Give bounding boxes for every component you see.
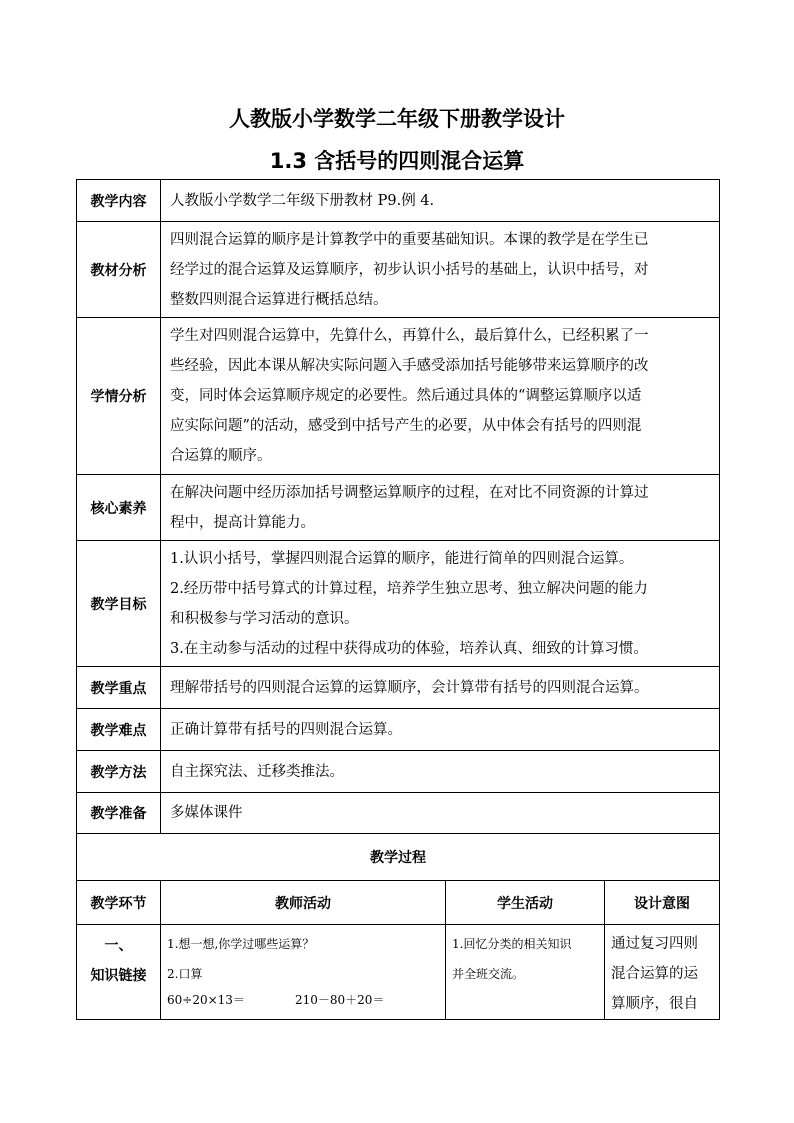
value-textbook-analysis bbox=[161, 222, 720, 318]
row-process-title bbox=[77, 834, 720, 881]
label-key-points: 教学重点 bbox=[77, 667, 161, 709]
step-1-teacher-activity bbox=[161, 925, 446, 1020]
value-teaching-goals bbox=[161, 541, 720, 667]
value-preparation: 多媒体课件 bbox=[161, 793, 720, 834]
label-core-literacy: 核心素养 bbox=[77, 475, 161, 541]
header-student-activity: 学生活动 bbox=[446, 881, 605, 925]
label-teaching-content: 教学内容 bbox=[77, 180, 161, 222]
label-teaching-method: 教学方法 bbox=[77, 751, 161, 793]
label-textbook-analysis: 教材分析 bbox=[77, 222, 161, 318]
step-1-design-intent bbox=[605, 925, 720, 1020]
header-stage: 教学环节 bbox=[77, 881, 161, 925]
text-line: 些经验，因此本课从解决实际问题入手感受添加括号能够带来运算顺序的改 bbox=[170, 358, 649, 374]
text-line: 合运算的顺序。 bbox=[170, 448, 272, 464]
row-textbook-analysis bbox=[77, 222, 720, 318]
step-number: 一、 bbox=[104, 938, 133, 954]
value-core-literacy bbox=[161, 475, 720, 541]
row-key-points bbox=[77, 667, 720, 709]
text-line: 变，同时体会运算顺序规定的必要性。然后通过具体的“调整运算顺序以适 bbox=[170, 388, 642, 404]
row-step-1 bbox=[77, 925, 720, 1020]
text-line: 程中，提高计算能力。 bbox=[170, 514, 315, 531]
value-learner-analysis bbox=[161, 318, 720, 475]
calc-line bbox=[167, 989, 441, 1011]
step-name: 知识链接 bbox=[90, 968, 147, 984]
document-title: 人教版小学数学二年级下册教学设计 bbox=[229, 107, 565, 131]
label-teaching-goals: 教学目标 bbox=[77, 541, 161, 667]
text-line: 3.在主动参与活动的过程中获得成功的体验，培养认真、细致的计算习惯。 bbox=[170, 640, 648, 657]
text-line: 2.经历带中括号算式的计算过程，培养学生独立思考、独立解决问题的能力 bbox=[170, 580, 648, 597]
row-teaching-method bbox=[77, 751, 720, 793]
text-line: 整数四则混合运算进行概括总结。 bbox=[170, 291, 388, 308]
text-line: 2.口算 bbox=[167, 967, 203, 981]
text-line: 混合运算的运 bbox=[611, 966, 698, 982]
text-line: 和积极参与学习活动的意识。 bbox=[170, 610, 359, 627]
text-line: 算顺序，很自 bbox=[611, 996, 698, 1012]
header-design-intent: 设计意图 bbox=[605, 881, 720, 925]
step-1-label bbox=[77, 925, 161, 1020]
calc-expression-1: 60÷20×13＝ bbox=[167, 993, 245, 1007]
text-line: 学生对四则混合运算中，先算什么，再算什么，最后算什么，已经积累了一 bbox=[170, 328, 649, 344]
row-difficulty bbox=[77, 709, 720, 751]
row-learner-analysis bbox=[77, 318, 720, 475]
row-process-headers bbox=[77, 881, 720, 925]
text-line: 四则混合运算的顺序是计算教学中的重要基础知识。本课的教学是在学生已 bbox=[170, 231, 649, 248]
value-difficulty: 正确计算带有括号的四则混合运算。 bbox=[161, 709, 720, 751]
calc-expression-2: 210－80＋20＝ bbox=[295, 993, 385, 1007]
header-teacher-activity: 教师活动 bbox=[161, 881, 446, 925]
row-core-literacy bbox=[77, 475, 720, 541]
step-1-student-activity bbox=[446, 925, 605, 1020]
value-teaching-method: 自主探究法、迁移类推法。 bbox=[161, 751, 720, 793]
label-learner-analysis: 学情分析 bbox=[77, 318, 161, 475]
value-key-points: 理解带括号的四则混合运算的运算顺序，会计算带有括号的四则混合运算。 bbox=[161, 667, 720, 709]
text-line: 1.认识小括号，掌握四则混合运算的顺序，能进行简单的四则混合运算。 bbox=[170, 550, 634, 567]
text-line: 经学过的混合运算及运算顺序，初步认识小括号的基础上，认识中括号，对 bbox=[170, 261, 649, 278]
label-difficulty: 教学难点 bbox=[77, 709, 161, 751]
row-preparation bbox=[77, 793, 720, 834]
process-title: 教学过程 bbox=[77, 834, 720, 881]
text-line: 1.想一想,你学过哪些运算？ bbox=[167, 937, 315, 951]
lesson-title: 1.3 含括号的四则混合运算 bbox=[269, 149, 525, 173]
text-line: 1.回忆分类的相关知识 bbox=[452, 937, 572, 951]
label-preparation: 教学准备 bbox=[77, 793, 161, 834]
text-line: 并全班交流。 bbox=[452, 967, 525, 981]
text-line: 通过复习四则 bbox=[611, 936, 698, 952]
value-teaching-content: 人教版小学数学二年级下册教材 P9.例 4. bbox=[161, 180, 720, 222]
row-teaching-goals bbox=[77, 541, 720, 667]
row-teaching-content bbox=[77, 180, 720, 222]
text-line: 在解决问题中经历添加括号调整运算顺序的过程，在对比不同资源的计算过 bbox=[170, 484, 649, 501]
lesson-plan-table bbox=[76, 179, 720, 1020]
text-line: 应实际问题”的活动，感受到中括号产生的必要，从中体会有括号的四则混 bbox=[170, 418, 642, 434]
